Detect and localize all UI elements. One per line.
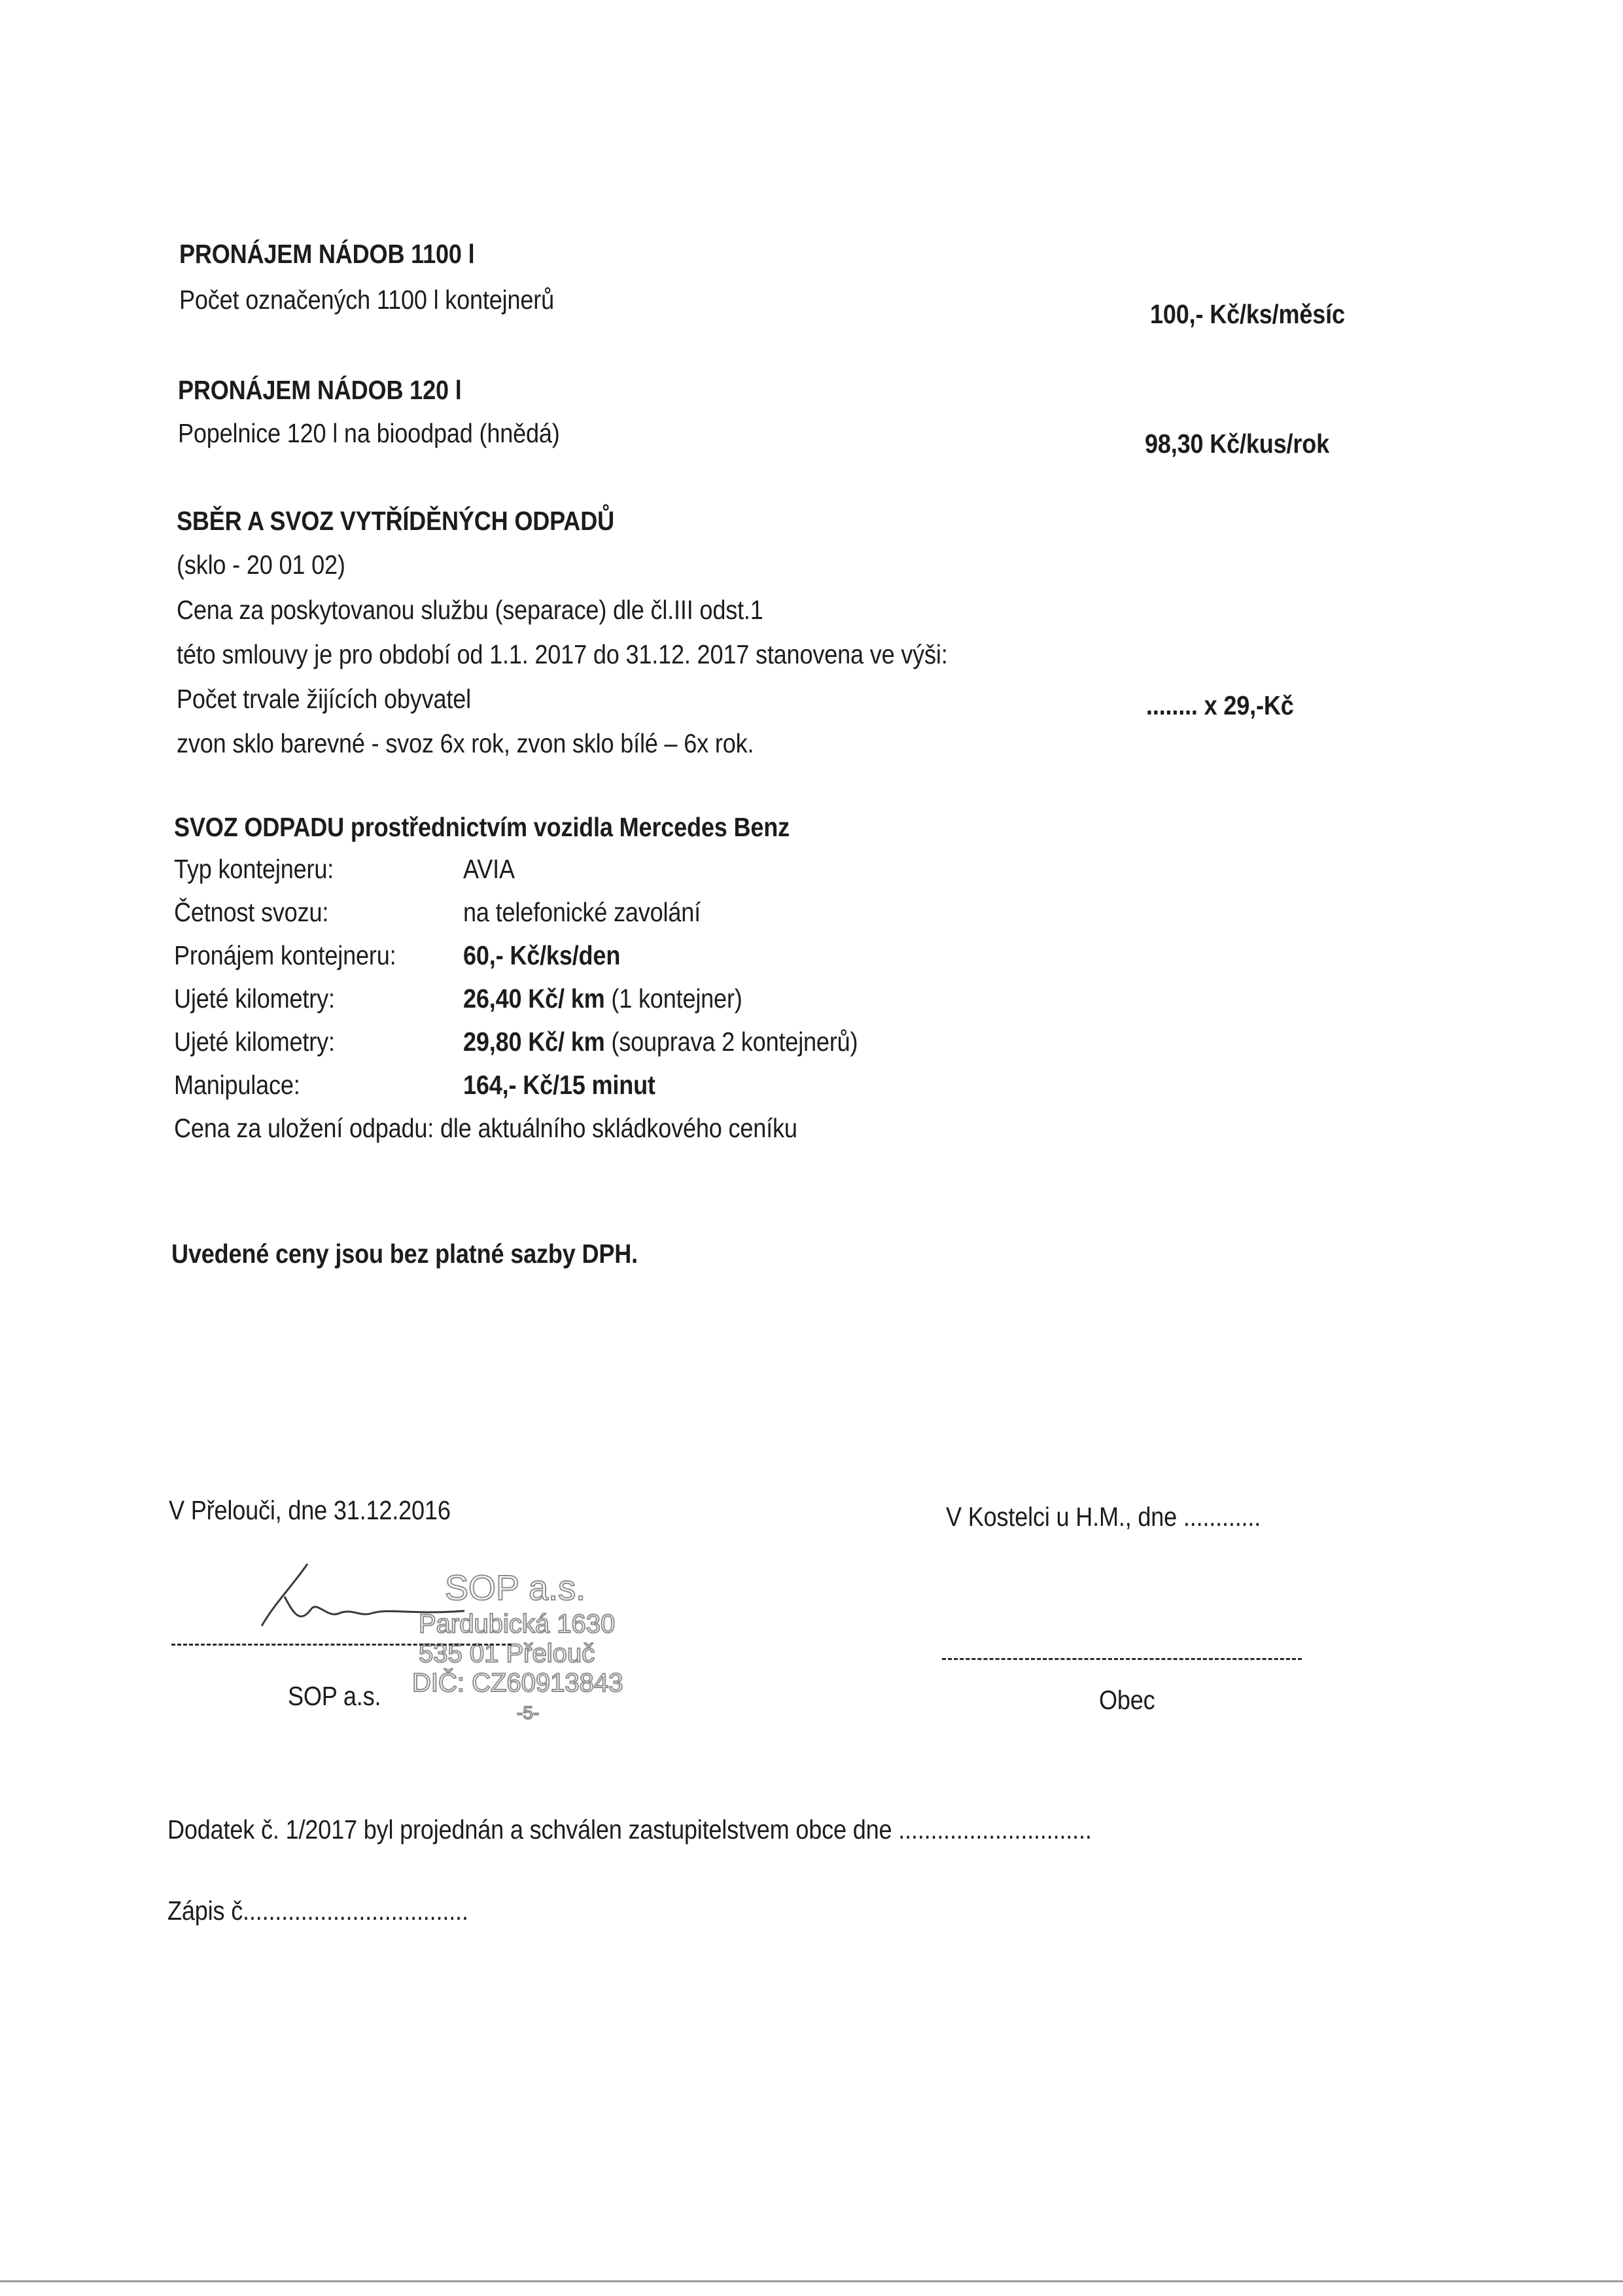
right-signature-line (942, 1658, 1302, 1660)
company-stamp (393, 1567, 707, 1724)
approval-line: Dodatek č. 1/2017 byl projednán a schválen zastupitelstvem obce dne .............................. (167, 1814, 1092, 1845)
stamp-line: 535 01 Přelouč (419, 1639, 595, 1668)
rent-1100-price: 100,- Kč/ks/měsíc (1150, 299, 1345, 329)
stamp-line: SOP a.s. (445, 1568, 586, 1608)
row-value: 60,- Kč/ks/den (463, 940, 621, 970)
row-label: Četnost svozu: (174, 897, 329, 927)
rent-120-desc: Popelnice 120 l na bioodpad (hnědá) (178, 418, 560, 448)
left-signature-line (171, 1644, 512, 1646)
record-line: Zápis č................................... (167, 1896, 468, 1926)
row-extra: (souprava 2 kontejnerů) (604, 1027, 858, 1057)
sorted-heading: SBĚR A SVOZ VYTŘÍDĚNÝCH ODPADŮ (177, 506, 614, 536)
sorted-price: ........ x 29,-Kč (1146, 690, 1294, 720)
rent-1100-desc: Počet označených 1100 l kontejnerů (179, 285, 555, 315)
vat-note: Uvedené ceny jsou bez platné sazby DPH. (171, 1239, 638, 1269)
row-label: Ujeté kilometry: (174, 983, 335, 1014)
right-place-date: V Kostelci u H.M., dne ............ (946, 1502, 1261, 1532)
rent-1100-heading: PRONÁJEM NÁDOB 1100 l (179, 239, 475, 269)
row-extra: (1 kontejner) (604, 983, 742, 1014)
row-value: na telefonické zavolání (463, 897, 701, 927)
sorted-line: zvon sklo barevné - svoz 6x rok, zvon sklo bílé – 6x rok. (177, 728, 754, 758)
row-value: AVIA (463, 854, 515, 884)
right-party: Obec (1099, 1685, 1155, 1715)
row-label: Typ kontejneru: (174, 854, 334, 884)
rent-120-price: 98,30 Kč/kus/rok (1145, 429, 1329, 459)
sorted-line: (sklo - 20 01 02) (177, 550, 345, 580)
stamp-line: -5- (517, 1703, 540, 1723)
storage-line: Cena za uložení odpadu: dle aktuálního skládkového ceníku (174, 1113, 797, 1143)
row-value-group (463, 1029, 858, 1055)
row-label: Manipulace: (174, 1070, 300, 1100)
left-party: SOP a.s. (288, 1681, 381, 1711)
sorted-line: Počet trvale žijících obyvatel (177, 684, 471, 714)
stamp-line: DIČ: CZ60913843 (412, 1669, 623, 1697)
scan-edge-line (0, 2280, 1623, 2282)
row-label: Pronájem kontejneru: (174, 940, 396, 970)
stamp-line: Pardubická 1630 (419, 1610, 616, 1638)
row-value: 26,40 Kč/ km (463, 983, 605, 1014)
row-value: 29,80 Kč/ km (463, 1027, 605, 1057)
rent-120-heading: PRONÁJEM NÁDOB 120 l (178, 375, 462, 405)
sorted-line: Cena za poskytovanou službu (separace) dle čl.III odst.1 (177, 595, 763, 625)
row-label: Ujeté kilometry: (174, 1027, 335, 1057)
left-place-date: V Přelouči, dne 31.12.2016 (169, 1495, 451, 1525)
row-value: 164,- Kč/15 minut (463, 1070, 655, 1100)
mercedes-heading: SVOZ ODPADU prostřednictvím vozidla Mercedes Benz (174, 812, 790, 842)
sorted-line: této smlouvy je pro období od 1.1. 2017 do 31.12. 2017 stanovena ve výši: (177, 639, 948, 669)
row-value-group (463, 985, 742, 1012)
